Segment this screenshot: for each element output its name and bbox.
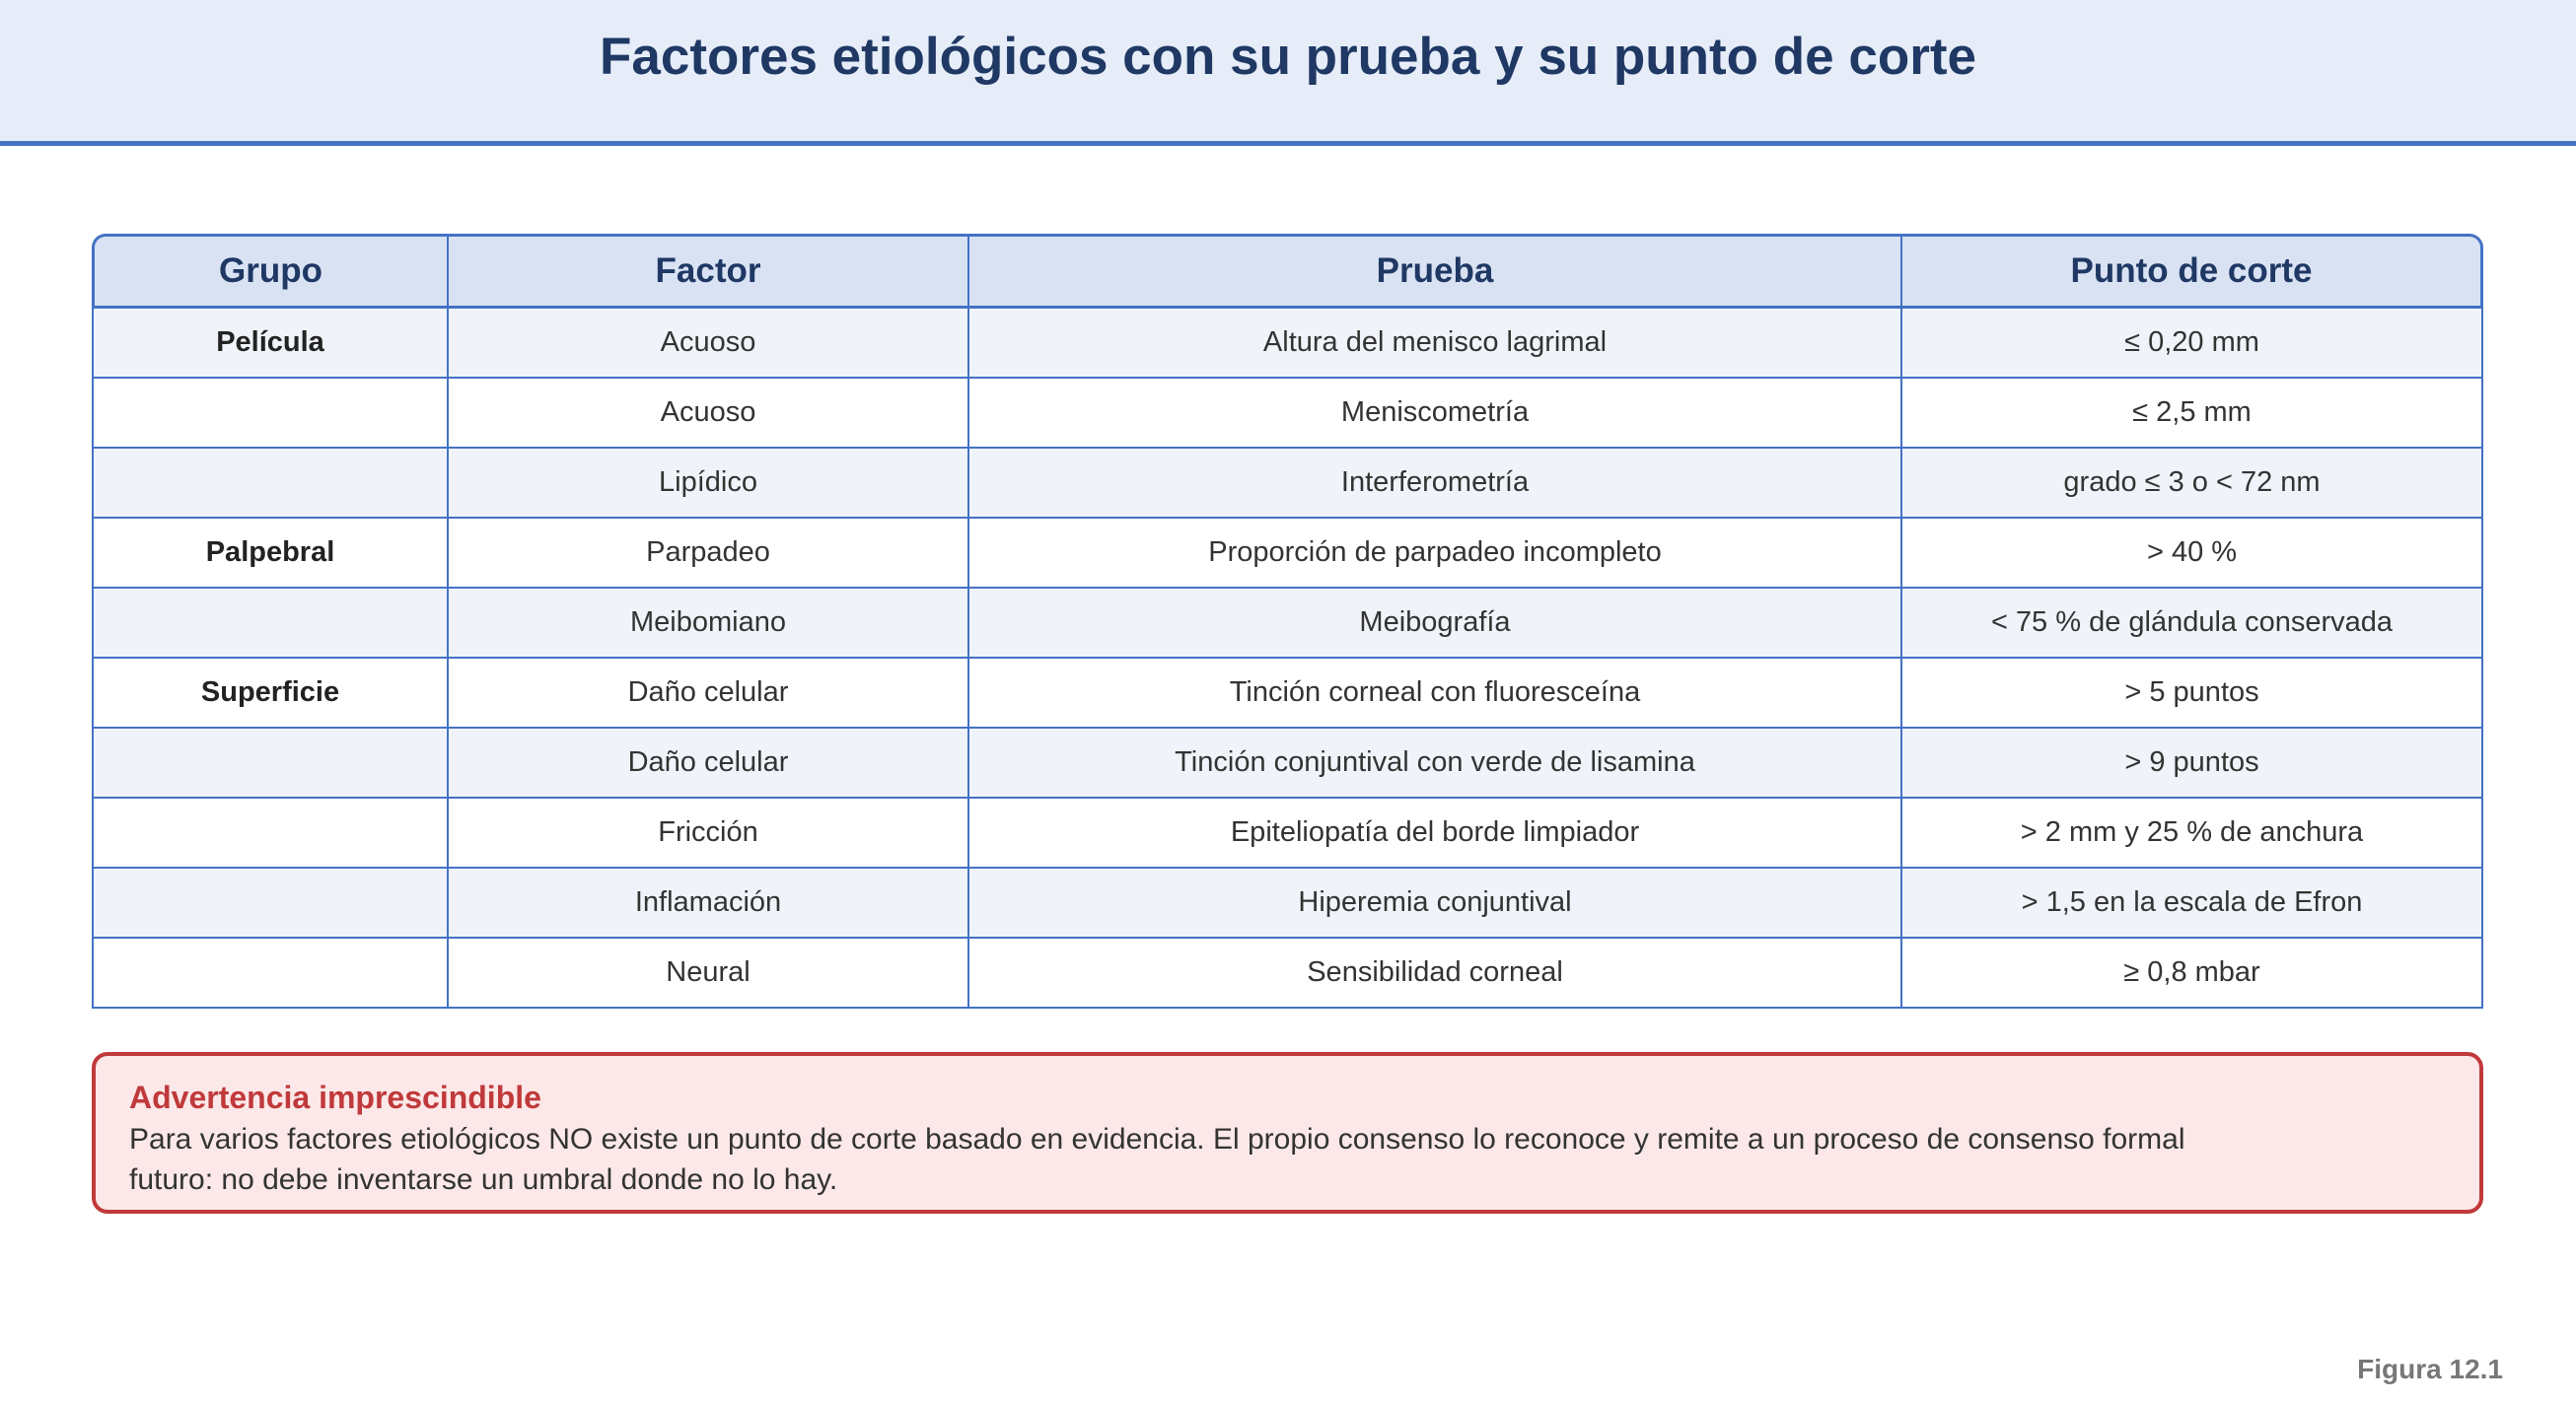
group-cell xyxy=(92,379,449,449)
table-row xyxy=(92,869,2483,939)
test-cell: Tinción corneal con fluoresceína xyxy=(969,659,1902,729)
factor-cell: Fricción xyxy=(449,799,969,869)
test-cell: Meniscometría xyxy=(969,379,1902,449)
cutoff-cell: grado ≤ 3 o < 72 nm xyxy=(1902,449,2483,519)
etiology-table xyxy=(92,234,2483,1009)
table-row xyxy=(92,659,2483,729)
test-cell: Sensibilidad corneal xyxy=(969,939,1902,1009)
figure-label: Figura 12.1 xyxy=(2357,1354,2503,1384)
table-row xyxy=(92,379,2483,449)
group-cell: Palpebral xyxy=(92,519,449,589)
cutoff-cell: ≥ 0,8 mbar xyxy=(1902,939,2483,1009)
group-cell xyxy=(92,869,449,939)
column-header-factor: Factor xyxy=(449,234,969,309)
test-cell: Meibografía xyxy=(969,589,1902,659)
factor-cell: Parpadeo xyxy=(449,519,969,589)
table-row xyxy=(92,519,2483,589)
group-cell xyxy=(92,729,449,799)
cutoff-cell: > 40 % xyxy=(1902,519,2483,589)
factor-cell: Daño celular xyxy=(449,659,969,729)
column-header-group: Grupo xyxy=(92,234,449,309)
factor-cell: Daño celular xyxy=(449,729,969,799)
warning-title: Advertencia imprescindible xyxy=(129,1080,541,1115)
page-title: Factores etiológicos con su prueba y su punto de corte xyxy=(600,28,1976,86)
cutoff-cell: > 1,5 en la escala de Efron xyxy=(1902,869,2483,939)
cutoff-cell: < 75 % de glándula conservada xyxy=(1902,589,2483,659)
cutoff-cell: > 2 mm y 25 % de anchura xyxy=(1902,799,2483,869)
test-cell: Proporción de parpadeo incompleto xyxy=(969,519,1902,589)
test-cell: Tinción conjuntival con verde de lisamina xyxy=(969,729,1902,799)
etiology-table-container xyxy=(92,234,2483,1009)
factor-cell: Acuoso xyxy=(449,379,969,449)
cutoff-cell: ≤ 0,20 mm xyxy=(1902,309,2483,379)
factor-cell: Meibomiano xyxy=(449,589,969,659)
table-row xyxy=(92,939,2483,1009)
table-row xyxy=(92,729,2483,799)
table-row xyxy=(92,449,2483,519)
group-cell xyxy=(92,589,449,659)
cutoff-cell: > 5 puntos xyxy=(1902,659,2483,729)
group-cell xyxy=(92,799,449,869)
table-row xyxy=(92,799,2483,869)
group-cell: Superficie xyxy=(92,659,449,729)
warning-box xyxy=(92,1052,2483,1214)
factor-cell: Lipídico xyxy=(449,449,969,519)
column-header-test: Prueba xyxy=(969,234,1902,309)
table-row xyxy=(92,589,2483,659)
test-cell: Epiteliopatía del borde limpiador xyxy=(969,799,1902,869)
page-header xyxy=(0,0,2576,146)
table-header-row xyxy=(92,234,2483,309)
table-row xyxy=(92,309,2483,379)
factor-cell: Neural xyxy=(449,939,969,1009)
cutoff-cell: > 9 puntos xyxy=(1902,729,2483,799)
warning-text: Para varios factores etiológicos NO existe un punto de corte basado en evidencia. El propio consenso lo reconoce y remite a un proceso de consenso formal futuro: no debe inventarse un umbral donde no lo hay. xyxy=(129,1123,2185,1196)
factor-cell: Acuoso xyxy=(449,309,969,379)
cutoff-cell: ≤ 2,5 mm xyxy=(1902,379,2483,449)
group-cell xyxy=(92,939,449,1009)
group-cell xyxy=(92,449,449,519)
test-cell: Interferometría xyxy=(969,449,1902,519)
test-cell: Altura del menisco lagrimal xyxy=(969,309,1902,379)
factor-cell: Inflamación xyxy=(449,869,969,939)
group-cell: Película xyxy=(92,309,449,379)
column-header-cutoff: Punto de corte xyxy=(1902,234,2483,309)
test-cell: Hiperemia conjuntival xyxy=(969,869,1902,939)
